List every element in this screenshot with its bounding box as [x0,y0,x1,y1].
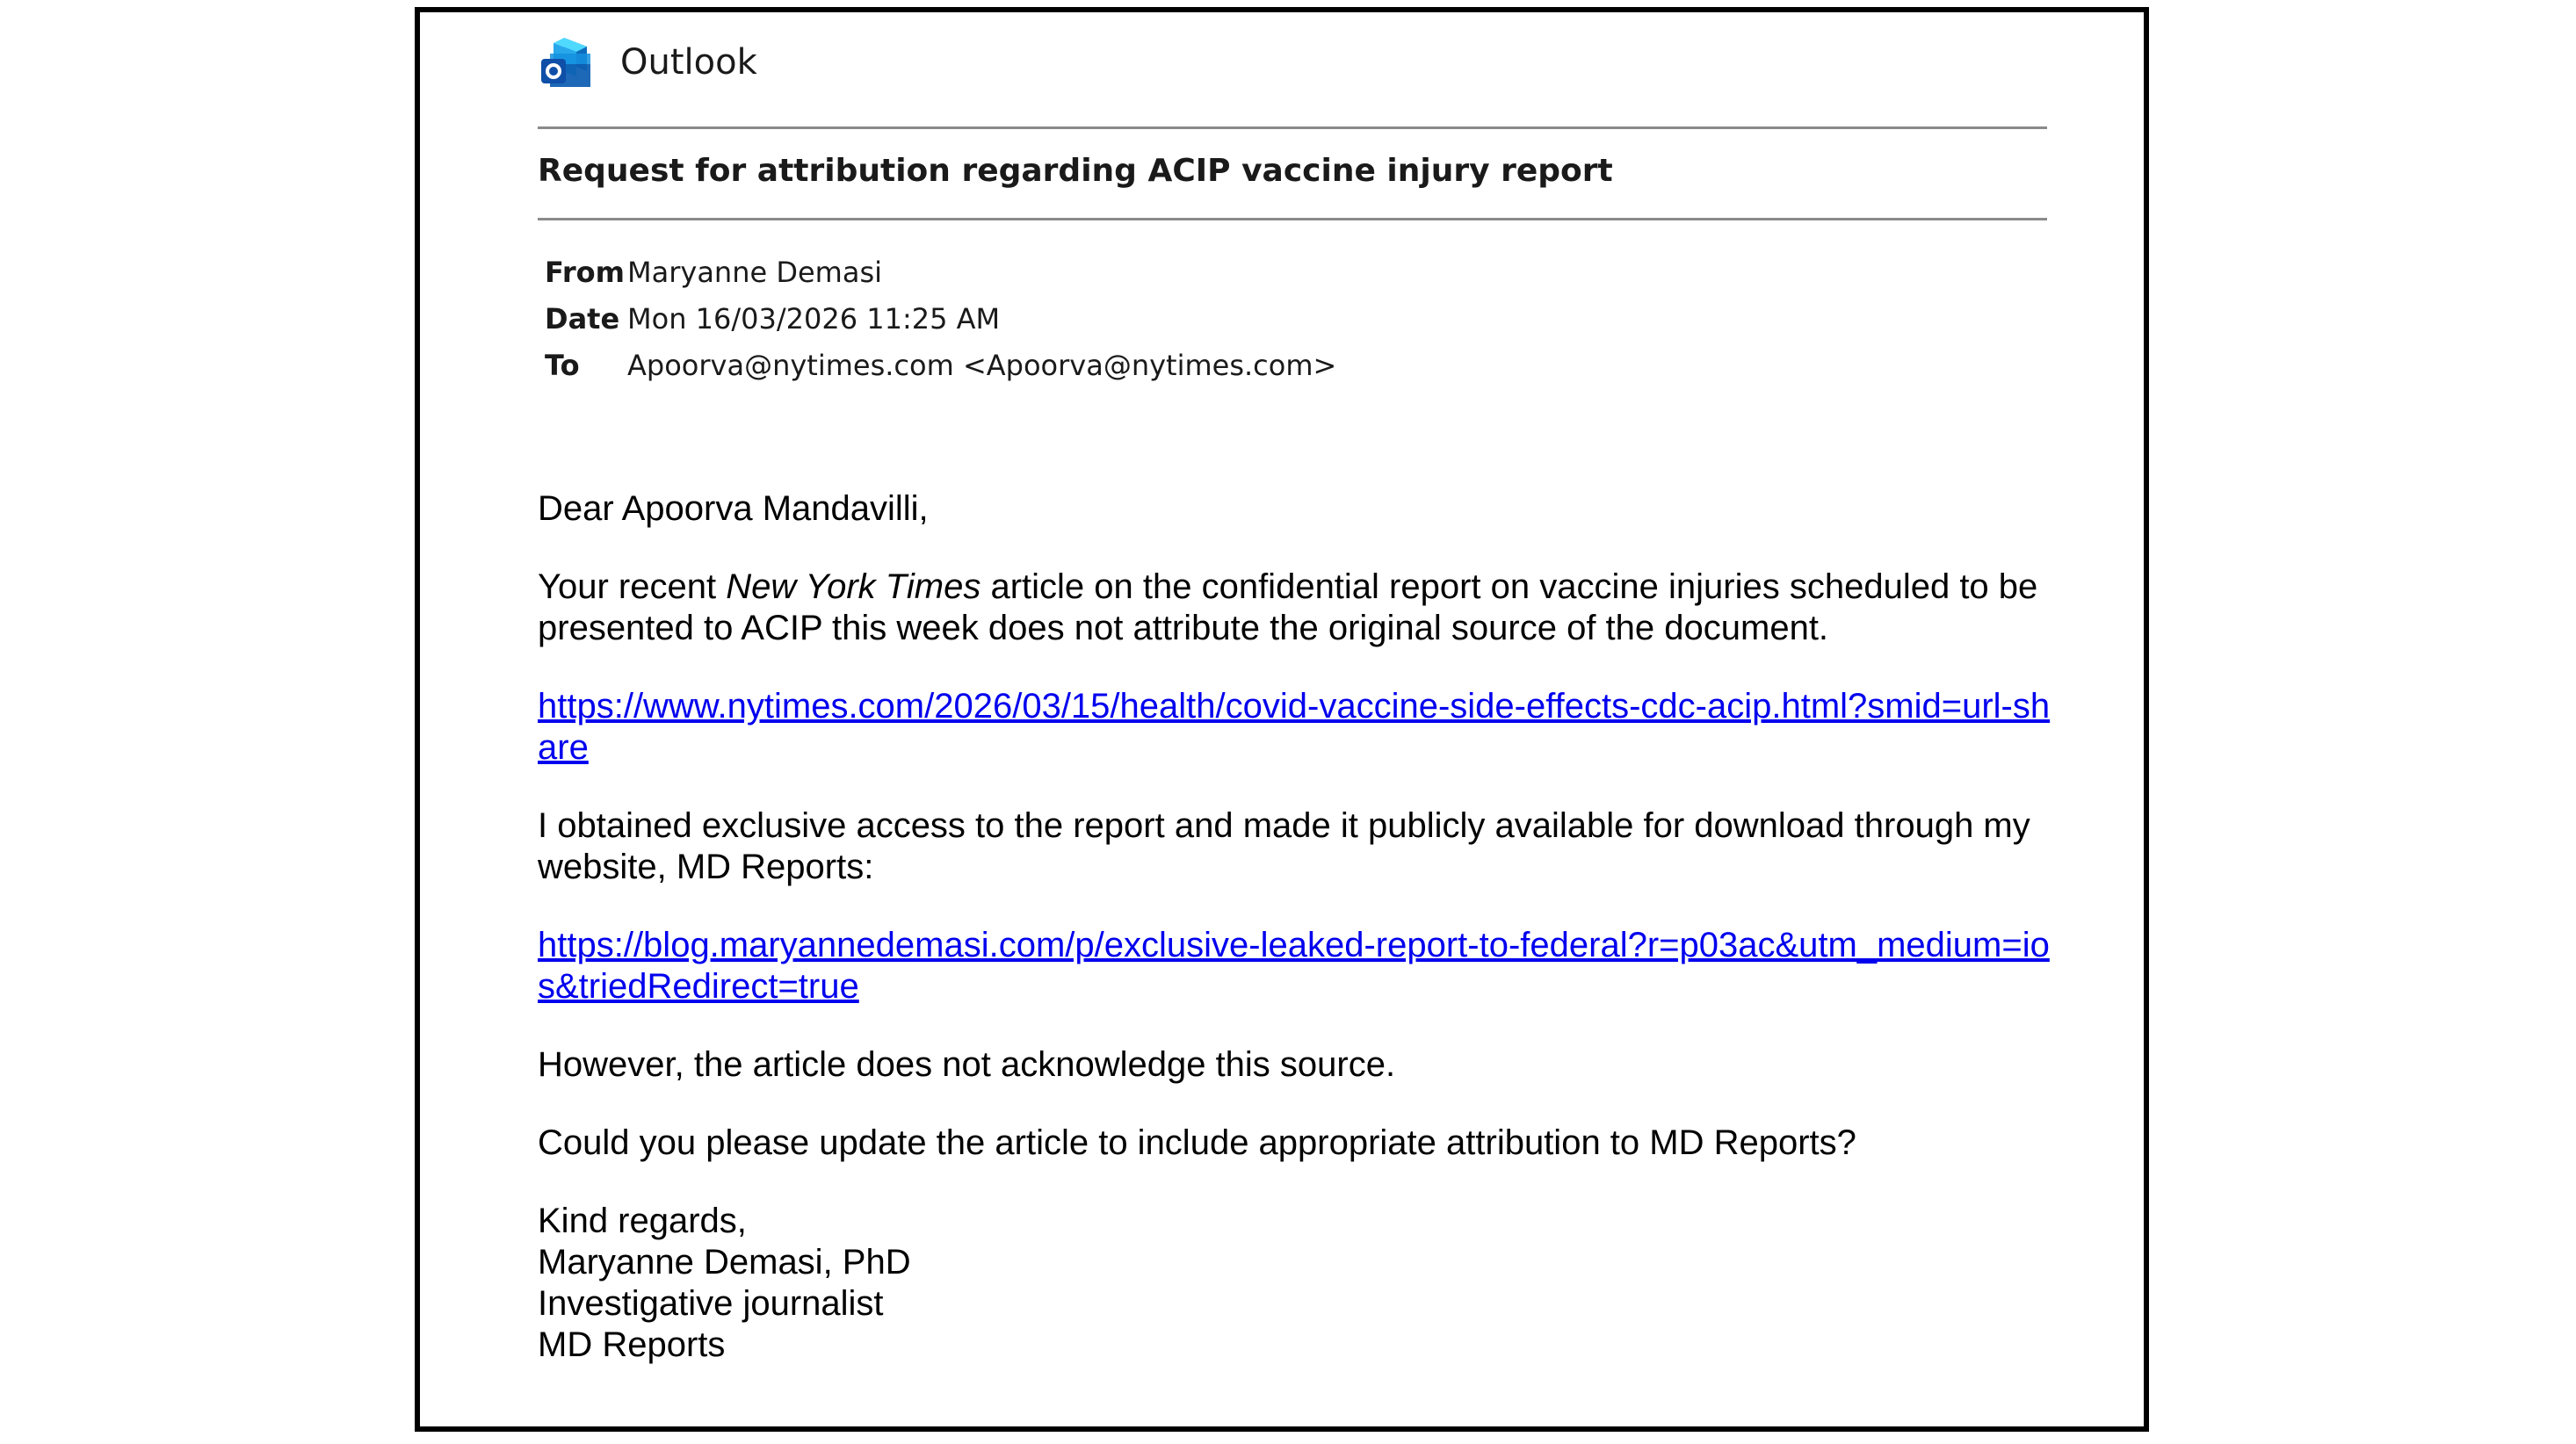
app-header [538,32,757,93]
email-meta [545,249,1336,389]
paragraph-1-end: article on the confidential report on vaccine injuries scheduled to be presented to ACIP this week does not attribute the original source of the document. [538,567,2038,647]
paragraph-3: However, the article does not acknowledge this source. [538,1045,1396,1084]
date-value: Mon 16/03/2026 11:25 AM [627,302,1001,336]
subject-divider [538,218,2047,220]
to-row [545,343,1336,389]
app-name: Outlook [620,42,757,83]
outlook-logo-icon [538,32,597,92]
email-body [538,488,2066,1403]
email-subject: Request for attribution regarding ACIP vaccine injury report [538,153,1613,189]
paragraph-2: I obtained exclusive access to the report and made it publicly available for download through my website, MD Reports: [538,806,2030,886]
nytimes-article-link[interactable]: https://www.nytimes.com/2026/03/15/health/covid-vaccine-side-effects-cdc-acip.html?smid=url-share [538,687,2051,767]
md-reports-link[interactable]: https://blog.maryannedemasi.com/p/exclusive-leaked-report-to-federal?r=p03ac&utm_medium=ios&triedRedirect=true [538,926,2050,1006]
paragraph-4: Could you please update the article to include appropriate attribution to MD Reports? [538,1123,1856,1162]
greeting: Dear Apoorva Mandavilli, [538,489,929,528]
date-label: Date [545,302,620,336]
from-value[interactable]: Maryanne Demasi [627,256,883,289]
header-divider [538,126,2047,129]
signature [538,1201,2066,1366]
link-2-paragraph [538,925,2066,1007]
signature-org: MD Reports [538,1325,726,1364]
from-row [545,249,1336,296]
paragraph-1-start: Your recent [538,567,727,606]
from-label: From [545,256,625,289]
signature-name: Maryanne Demasi, PhD [538,1243,911,1282]
publication-name: New York Times [726,567,981,606]
signature-closing: Kind regards, [538,1202,747,1240]
signature-title: Investigative journalist [538,1284,884,1323]
to-label: To [545,349,580,382]
to-value[interactable]: Apoorva@nytimes.com <Apoorva@nytimes.com> [627,349,1337,382]
link-1-paragraph [538,686,2066,769]
paragraph-1 [538,567,2066,649]
date-row [545,296,1336,343]
